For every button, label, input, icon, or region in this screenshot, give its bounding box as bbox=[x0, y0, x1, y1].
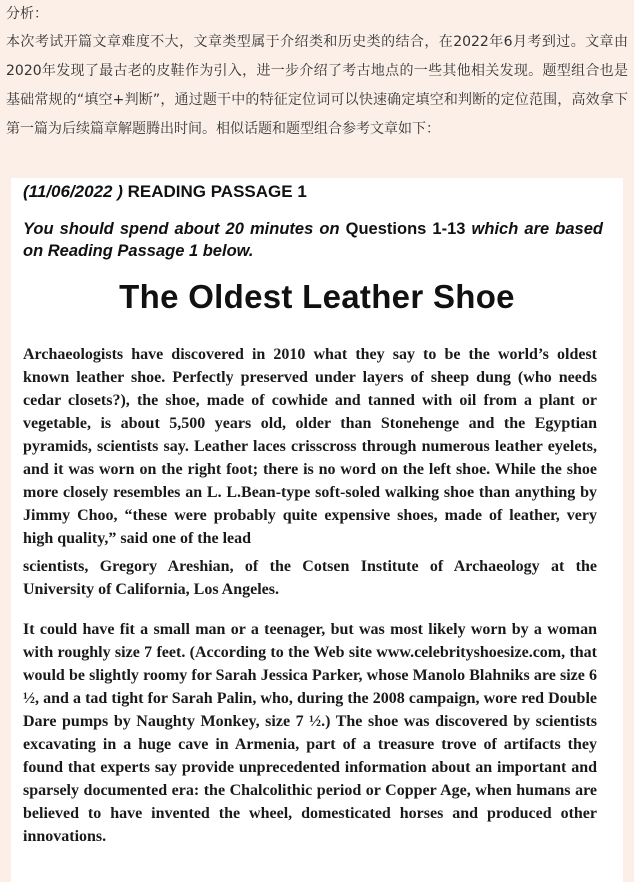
instruction-text-end: which are based on Reading Passage 1 below. bbox=[23, 220, 603, 260]
passage-title: The Oldest Leather Shoe bbox=[119, 278, 515, 315]
passage-image bbox=[11, 178, 623, 882]
passage-paragraph-1-continued: scientists, Gregory Areshian, of the Cotsen Institute of Archaeology at the University of California, Los Angeles. bbox=[23, 558, 597, 598]
analysis-label: 分析： bbox=[6, 6, 48, 22]
passage-paragraph-1: Archaeologists have discovered in 2010 what they say to be the world’s oldest known leather shoe. Perfectly preserved under layers of sheep dung (who needs cedar closets?), the shoe, made of cowhide and tanned with oil from a plant or vegetable, is about 5,500 years old, older than Stonehenge and the Egyptian pyramids, scientists say. Leather laces crisscross through numerous leather eyelets, and it was worn on the right foot; there is no word on the left shoe. While the shoe more closely resembles an L. L.Bean-type soft-soled walking shoe than anything by Jimmy Choo, “these were probably quite expensive shoes, made of leather, very high quality,” said one of the lead bbox=[23, 346, 597, 547]
analysis-intro bbox=[6, 0, 628, 144]
analysis-paragraph: 本次考试开篇文章难度不大，文章类型属于介绍类和历史类的结合，在2022年6月考到过。文章由2020年发现了最古老的皮鞋作为引入，进一步介绍了考古地点的一些其他相关发现。题型组合也是基础常规的“填空+判断”，通过题干中的特征定位词可以快速确定填空和判断的定位范围，高效拿下第一篇为后续篇章解题腾出时间。相似话题和题型组合参考文章如下： bbox=[6, 34, 628, 137]
instruction-text: You should spend about 20 minutes on bbox=[23, 220, 346, 238]
passage-heading bbox=[23, 182, 307, 202]
passage-instruction bbox=[23, 218, 603, 262]
passage-heading-label: READING PASSAGE 1 bbox=[127, 182, 307, 201]
passage-paragraph-2: It could have fit a small man or a teenager, but was most likely worn by a woman with roughly size 7 feet. (According to the Web site www.celebrityshoesize.com, that would be slightly roomy for Sarah Jessica Parker, whose Manolo Blahniks are size 6 ½, and a tad tight for Sarah Palin, who, during the 2008 campaign, wore red Double Dare pumps by Naughty Monkey, size 7 ½.) The shoe was discovered by scientists excavating in a huge cave in Armenia, part of a treasure trove of artifacts they found that experts say provide unprecedented information about an important and sparsely documented era: the Chalcolithic period or Copper Age, when humans are believed to have invented the wheel, domesticated horses and produced other innovations. bbox=[23, 621, 597, 845]
passage-date: (11/06/2022 ) bbox=[23, 182, 123, 201]
instruction-questions: Questions 1-13 bbox=[345, 220, 466, 238]
